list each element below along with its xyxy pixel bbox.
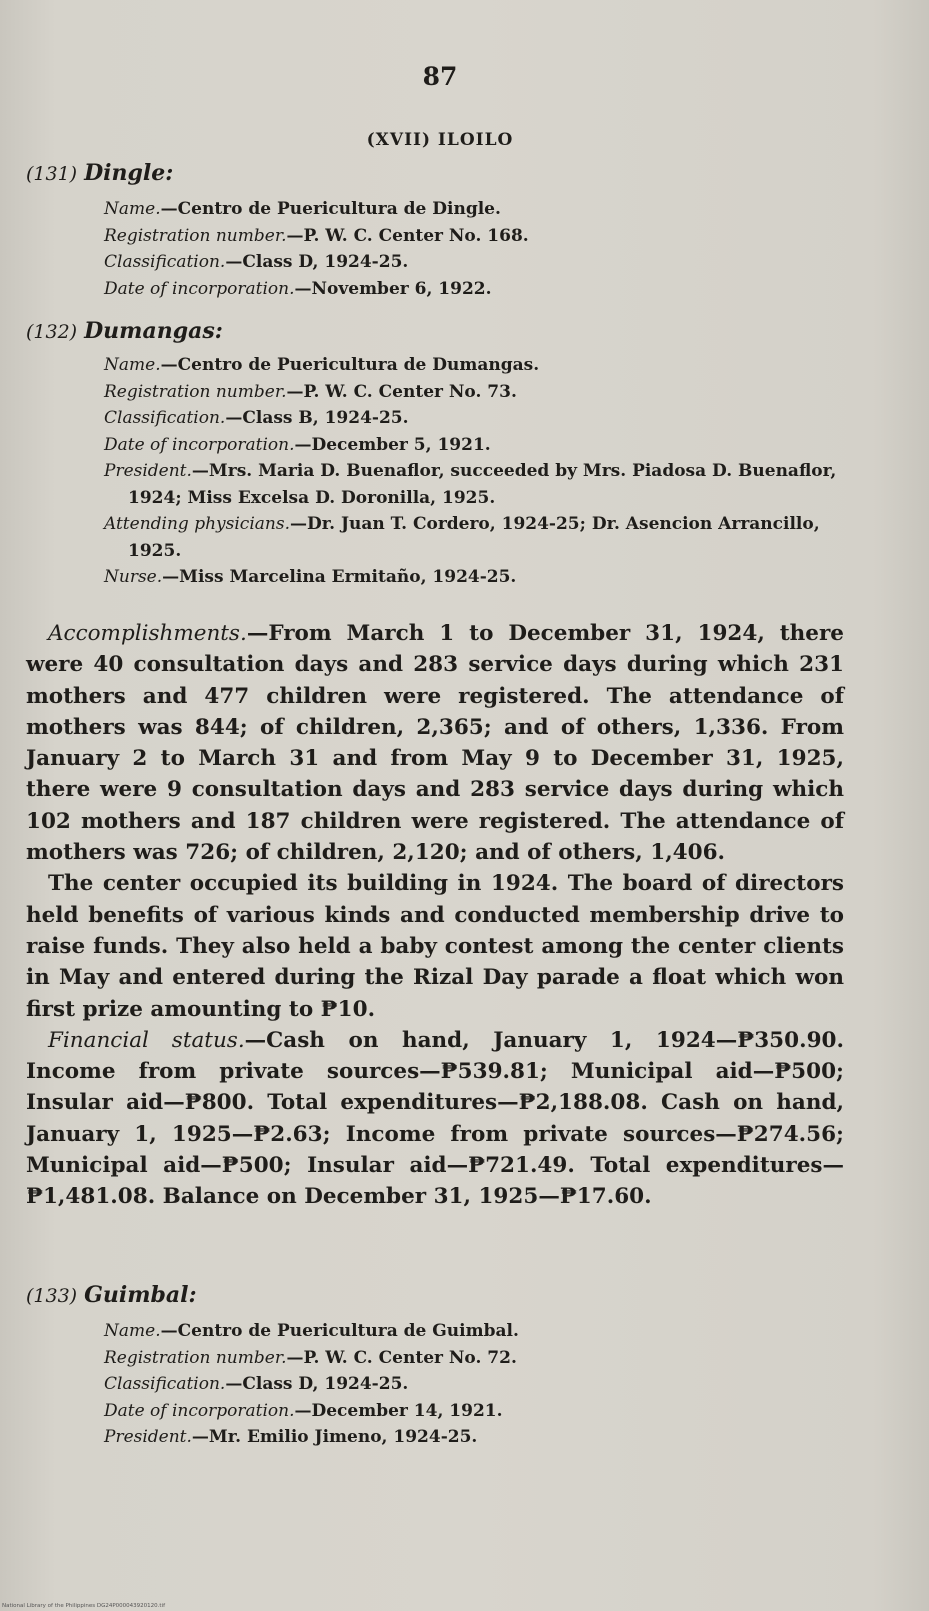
field-nurse: Nurse.—Miss Marcelina Ermitaño, 1924-25. (104, 567, 517, 587)
entry-heading (26, 318, 223, 344)
entry-fields (104, 1318, 844, 1451)
field-registration: Registration number.—P. W. C. Center No. 72. (104, 1347, 517, 1368)
entry-fields (104, 196, 844, 302)
entry-heading (26, 1282, 197, 1308)
page-number: 87 (422, 62, 458, 91)
field-incorporation: Date of incorporation.—December 5, 1921. (104, 434, 491, 455)
entry-number: (132) (26, 321, 78, 343)
field-physicians: Attending physicians.—Dr. Juan T. Cordero, 1924-25; Dr. Asencion Arrancillo, 1925. (104, 514, 820, 561)
field-name: Name.—Centro de Puericultura de Dingle. (104, 199, 501, 219)
paragraph-center: The center occupied its building in 1924. The board of directors held benefits of various kinds and conducted membership drive to raise funds. They also held a baby contest among the center clients in May and entered during the Rizal Day parade a float which won first prize amounting to ₱10. (26, 871, 844, 1022)
entry-fields (104, 352, 844, 591)
field-classification: Classification.—Class D, 1924-25. (104, 1374, 409, 1394)
paragraph-accomplishments: Accomplishments.—From March 1 to December 31, 1924, there were 40 consultation days and 283 service days during which 231 mothers and 477 children were registered. The attendance of mothers was 844; of children, 2,365; and of others, 1,336. From January 2 to March 31 and from May 9 to December 31, 1925, there were 9 consultation days and 283 service days during which 102 mothers and 187 children were registered. The attendance of mothers was 726; of children, 2,120; and of others, 1,406. (26, 621, 844, 866)
paragraph-financial-status: Financial status.—Cash on hand, January 1, 1924—₱350.90. Income from private sources—₱539.81; Municipal aid—₱500; Insular aid—₱800. Total expenditures—₱2,188.08. Cash on hand, January 1, 1925—₱2.63; Income from private sources—₱274.56; Municipal aid—₱500; Insular aid—₱721.49. Total expenditures—₱1,481.08. Balance on December 31, 1925—₱17.60. (26, 1027, 844, 1210)
field-president: President.—Mr. Emilio Jimeno, 1924-25. (104, 1427, 478, 1447)
field-incorporation: Date of incorporation.—December 14, 1921. (104, 1400, 503, 1421)
field-name: Name.—Centro de Puericultura de Dumangas. (104, 355, 540, 375)
field-president: President.—Mrs. Maria D. Buenaflor, succeeded by Mrs. Piadosa D. Buenaflor, 1924; Miss Excelsa D. Doronilla, 1925. (104, 461, 837, 508)
body-text (26, 618, 844, 1213)
field-classification: Classification.—Class B, 1924-25. (104, 408, 409, 428)
entry-place: Dumangas: (84, 318, 223, 344)
chapter-heading: (XVII) ILOILO (366, 130, 514, 150)
entry-place: Guimbal: (84, 1282, 197, 1308)
scan-footer: National Library of the Philippines DG24P000043920120.tif (2, 1603, 166, 1609)
entry-place: Dingle: (84, 160, 174, 186)
entry-number: (133) (26, 1285, 78, 1307)
field-registration: Registration number.—P. W. C. Center No. 168. (104, 225, 529, 246)
field-name: Name.—Centro de Puericultura de Guimbal. (104, 1321, 519, 1341)
field-registration: Registration number.—P. W. C. Center No. 73. (104, 381, 517, 402)
entry-heading (26, 160, 173, 186)
entry-number: (131) (26, 163, 78, 185)
field-incorporation: Date of incorporation.—November 6, 1922. (104, 278, 492, 299)
field-classification: Classification.—Class D, 1924-25. (104, 252, 409, 272)
